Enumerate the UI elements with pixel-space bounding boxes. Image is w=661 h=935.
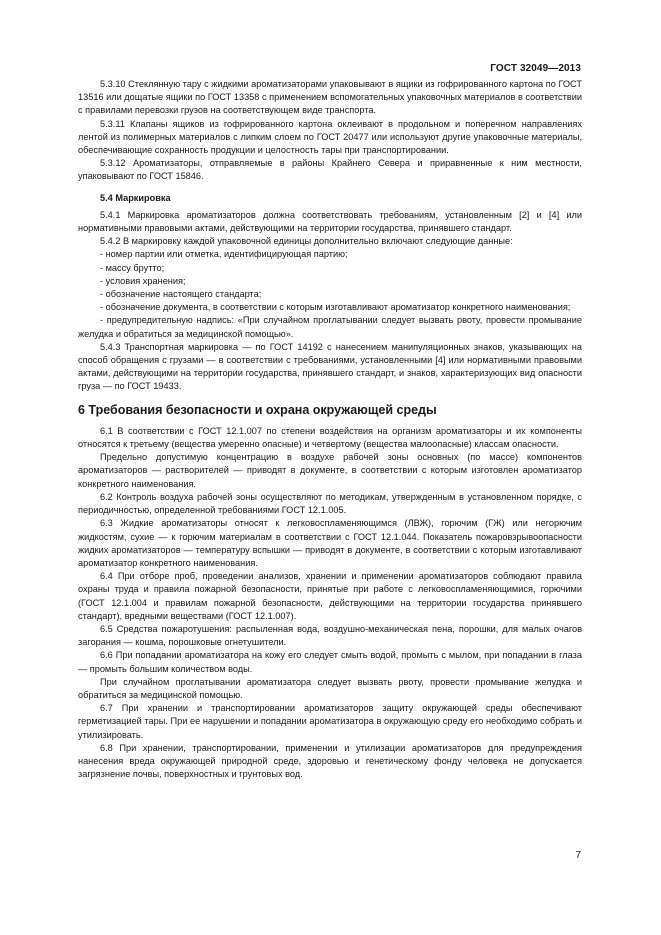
- page-number: 7: [575, 850, 581, 861]
- paragraph-6-2: 6.2 Контроль воздуха рабочей зоны осуществляют по методикам, утвержденным в установленном порядке, с периодичностью, определенной требованиями ГОСТ 12.1.005.: [78, 491, 582, 516]
- paragraph-5-3-11: 5.3.11 Клапаны ящиков из гофрированного картона оклеивают в продольном и поперечном направлениях лентой из полимерных материалов с липким слоем по ГОСТ 20477 или используют другие упаковочные материалы, обеспечивающие сохранность продукции и целостность тары при транспортировании.: [78, 118, 582, 156]
- subsection-heading-marking: 5.4 Маркировка: [100, 192, 171, 203]
- list-item: - номер партии или отметка, идентифицирующая партию;: [100, 249, 348, 260]
- paragraph-6-7: 6.7 При хранении и транспортировании ароматизаторов защиту окружающей среды обеспечивают герметизацией тары. При ее нарушении и попадании ароматизатора в окружающую среду его необходимо собрать и утилизировать.: [78, 703, 582, 740]
- list-item: - массу брутто;: [100, 262, 165, 273]
- paragraph-6-6: 6.6 При попадании ароматизатора на кожу его следует смыть водой, промыть с мылом, при попадании в глаза — промыть большим количеством воды.: [78, 650, 582, 674]
- document-body: [78, 78, 582, 781]
- paragraph-6-3: 6.3 Жидкие ароматизаторы относят к легковоспламеняющимся (ЛВЖ), горючим (ГЖ) или негорючим жидкостям, сухие — к горючим материалам в соответствии с ГОСТ 12.1.044. Показатель пожаровзрывоопасности жидких ароматизаторов — температуру вспышки — приводят в документе, в соответствии с которым изготавливают ароматизатор конкретного наименования.: [78, 518, 582, 568]
- paragraph-5-3-10: 5.3.10 Стеклянную тару с жидкими ароматизаторами упаковывают в ящики из гофрированного картона по ГОСТ 13516 или дощатые ящики по ГОСТ 13358 с применением вспомогательных упаковочных материалов в соответствии с правилами перевозки грузов на соответствующем виде транспорта.: [78, 79, 582, 116]
- paragraph-6-5: 6.5 Средства пожаротушения: распыленная вода, воздушно-механическая пена, порошки, для малых очагов загорания — кошма, порошковые огнетушители.: [78, 623, 582, 648]
- paragraph-5-4-2: 5.4.2 В маркировку каждой упаковочной единицы дополнительно включают следующие данные:: [100, 236, 513, 247]
- paragraph-6-4: 6.4 При отборе проб, проведении анализов, хранении и применении ароматизаторов соблюдают правила охраны труда и правила пожарной безопасности, принятые при работе с легковоспламеняющимися, горючими (ГОСТ 12.1.004 и правилам пожарной безопасности, действующими на территории государства принявшего стандарт), вредными веществами (ГОСТ 12.1.007).: [78, 571, 582, 621]
- list-item: - обозначение настоящего стандарта;: [100, 289, 262, 300]
- standard-code-header: ГОСТ 32049—2013: [490, 63, 581, 74]
- paragraph-6-1: 6.1 В соответствии с ГОСТ 12.1.007 по степени воздействия на организм ароматизаторы и их компоненты относятся к третьему (вещества умеренно опасные) и четвертому (вещества малоопасные) классам опасности.: [78, 425, 582, 450]
- list-item: - условия хранения;: [100, 275, 186, 286]
- paragraph-6-6-cont: При случайном проглатывании ароматизатора следует вызвать рвоту, провести промывание желудка и обратиться за медицинской помощью.: [78, 676, 582, 700]
- list-item: - обозначение документа, в соответствии с которым изготавливают ароматизатор конкретного наименования;: [100, 302, 571, 313]
- list-item: - предупредительную надпись: «При случайном проглатывании следует вызвать рвоту, провести промывание желудка и обратиться за медицинской помощью».: [78, 315, 582, 339]
- paragraph-6-8: 6.8 При хранении, транспортировании, применении и утилизации ароматизаторов для предупреждения нанесения вреда окружающей природной среде, здоровью и генетическому фонду человека не допускается загрязнение почвы, поверхностных и грунтовых вод.: [78, 742, 582, 780]
- section-heading-6: 6 Требования безопасности и охрана окружающей среды: [78, 402, 437, 417]
- paragraph-5-4-1: 5.4.1 Маркировка ароматизаторов должна соответствовать требованиям, установленным [2] и [4] или нормативными правовыми актами, действующими на территории государства, принявшего стандарт.: [78, 209, 582, 234]
- paragraph-5-4-3: 5.4.3 Транспортная маркировка — по ГОСТ 14192 с нанесением манипуляционных знаков, указывающих на способ обращения с грузами — в соответствии с требованиями, установленными [4] или нормативными правовыми актами, действующими на территории государства, принявшего стандарт, и знаков, характеризующих вид опасности груза — по ГОСТ 19433.: [78, 341, 582, 392]
- paragraph-6-1-cont: Предельно допустимую концентрацию в воздухе рабочей зоны основных (по массе) компонентов ароматизаторов — растворителей — приводят в документе, в соответствии с которым изготовлен ароматизатор конкретного наименования.: [78, 452, 582, 489]
- paragraph-5-3-12: 5.3.12 Ароматизаторы, отправляемые в районы Крайнего Севера и приравненные к ним местности, упаковывают по ГОСТ 15846.: [78, 158, 582, 182]
